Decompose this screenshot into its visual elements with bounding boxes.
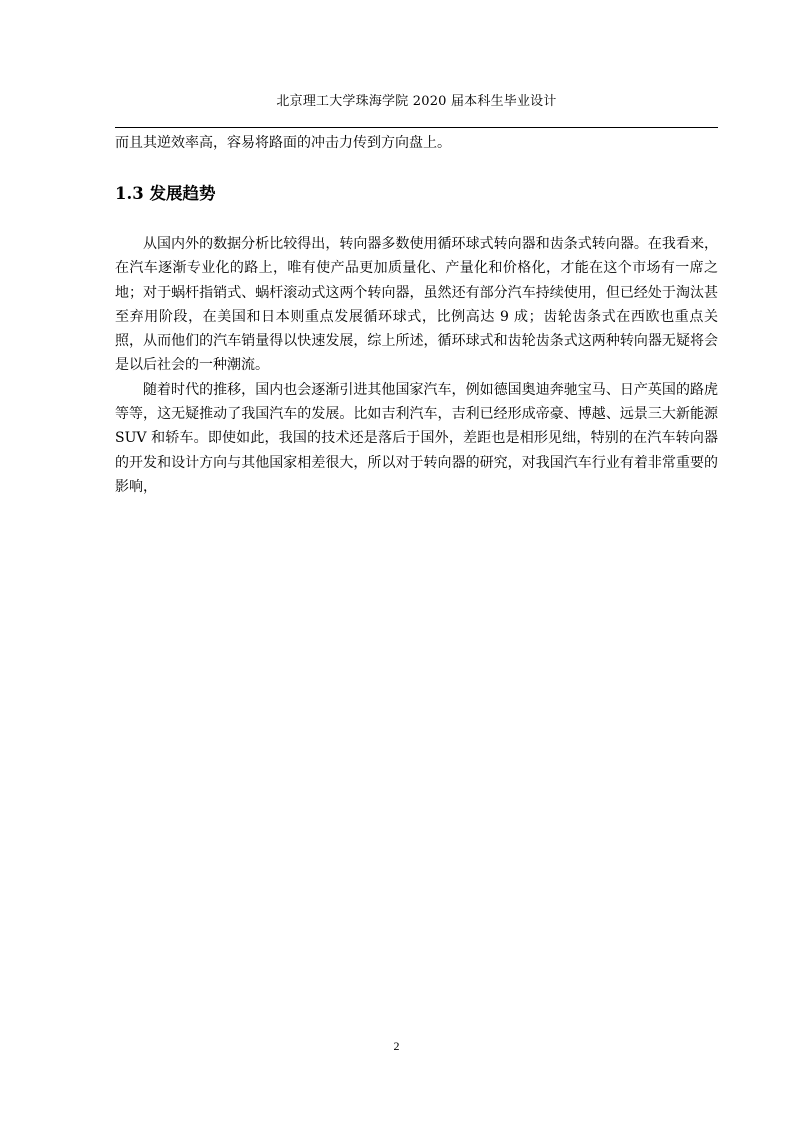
continued-paragraph: 而且其逆效率高，容易将路面的冲击力传到方向盘上。 xyxy=(115,135,451,151)
paragraph: 随着时代的推移，国内也会逐渐引进其他国家汽车，例如德国奥迪奔驰宝马、日产英国的路虎等等，这无疑推动了我国汽车的发展。比如吉利汽车，吉利已经形成帝豪、博越、远景三大新能源 SUV 和轿车。即使如此，我国的技术还是落后于国外，差距也是相形见绌，特别的在汽车转向器的开发和设计方向与其他国家相差很大，所以对于转向器的研究，对我国汽车行业有着非常重要的影响， xyxy=(115,381,718,495)
paragraph: 从国内外的数据分析比较得出，转向器多数使用循环球式转向器和齿条式转向器。在我看来，在汽车逐渐专业化的路上，唯有使产品更加质量化、产量化和价格化，才能在这个市场有一席之地；对于蜗杆指销式、蜗杆滚动式这两个转向器，虽然还有部分汽车持续使用，但已经处于淘汰甚至弃用阶段，在美国和日本则重点发展循环球式，比例高达 9 成；齿轮齿条式在西欧也重点关照，从而他们的汽车销量得以快速发展，综上所述，循环球式和齿轮齿条式这两种转向器无疑将会是以后社会的一种潮流。 xyxy=(115,236,718,374)
section-body xyxy=(115,232,718,499)
page-number: 2 xyxy=(393,1039,400,1053)
section-heading: 1.3 发展趋势 xyxy=(115,184,216,203)
header-rule xyxy=(115,127,718,128)
running-header: 北京理工大学珠海学院 2020 届本科生毕业设计 xyxy=(276,94,557,109)
